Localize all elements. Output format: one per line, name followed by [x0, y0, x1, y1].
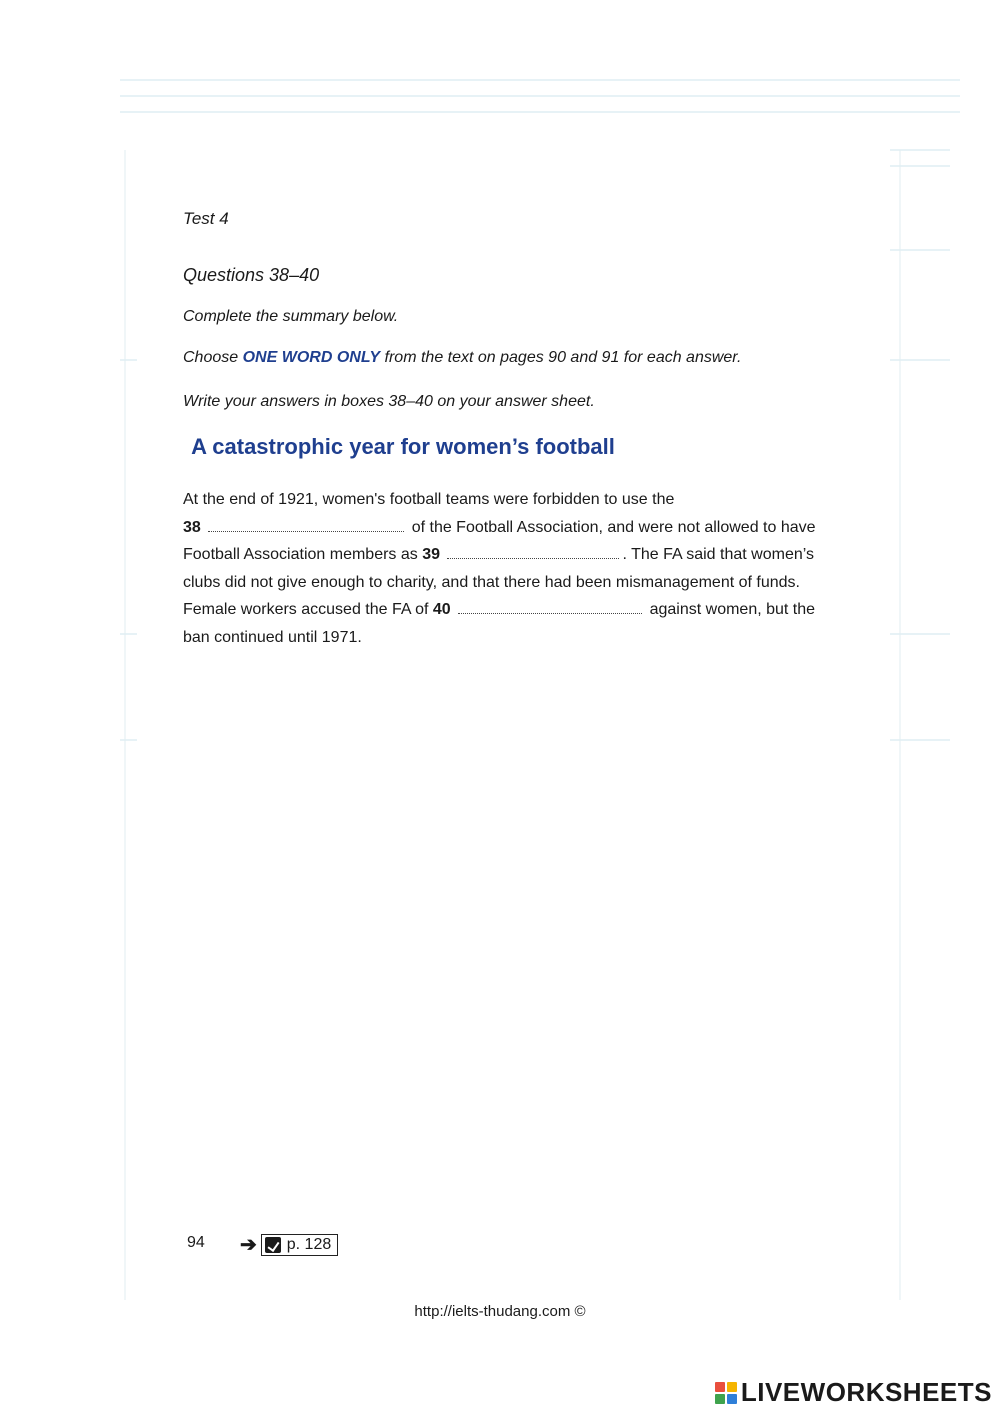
instruction-word-limit	[183, 349, 741, 367]
logo-grid-icon	[715, 1382, 737, 1404]
answer-blank-40[interactable]	[458, 603, 642, 614]
instruction-complete-summary: Complete the summary below.	[183, 308, 399, 325]
page-number: 94	[187, 1234, 205, 1251]
answer-key-icon	[265, 1237, 281, 1253]
instruction-answer-sheet: Write your answers in boxes 38–40 on your answer sheet.	[183, 393, 595, 410]
answer-blank-38[interactable]	[208, 521, 404, 532]
arrow-right-icon: ➔	[240, 1234, 257, 1256]
logo-text: LIVEWORKSHEETS	[740, 1377, 992, 1407]
reference-page: p. 128	[286, 1235, 332, 1253]
summary-line-2	[183, 514, 873, 542]
summary-line-3-text-after: . The FA said that women’s	[622, 546, 814, 563]
test-label: Test 4	[183, 209, 229, 228]
summary-line-1: At the end of 1921, women's football teams were forbidden to use the	[183, 491, 675, 508]
summary-line-3-text-before: Football Association members as	[183, 546, 418, 563]
logo-square-4	[727, 1394, 737, 1404]
summary-title: A catastrophic year for women’s football	[191, 434, 615, 459]
instruction-word-limit-emphasis: ONE WORD ONLY	[242, 349, 381, 366]
reference-box	[261, 1234, 338, 1256]
answer-key-reference	[240, 1232, 338, 1257]
summary-line-3	[183, 541, 873, 569]
summary-line-4: clubs did not give enough to charity, and that there had been mismanagement of funds.	[183, 573, 800, 591]
question-40-number: 40	[432, 601, 451, 618]
answer-blank-39[interactable]	[447, 548, 619, 559]
questions-range: Questions 38–40	[183, 265, 320, 285]
logo-square-2	[727, 1382, 737, 1392]
instruction-word-limit-suffix: from the text on pages 90 and 91 for each answer.	[380, 349, 742, 366]
summary-line-5-text-before: Female workers accused the FA of	[183, 601, 429, 618]
summary-line-5-text-after: against women, but the	[649, 601, 816, 618]
summary-line-2-text: of the Football Association, and were not allowed to have	[411, 518, 816, 536]
question-39-number: 39	[422, 546, 441, 563]
question-38-number: 38	[183, 518, 201, 536]
logo-square-1	[715, 1382, 725, 1392]
summary-text	[183, 486, 873, 651]
source-url: http://ielts-thudang.com ©	[414, 1303, 586, 1320]
summary-line-5	[183, 596, 873, 624]
liveworksheets-logo[interactable]	[715, 1377, 992, 1408]
instruction-word-limit-prefix: Choose	[183, 349, 243, 366]
summary-line-6: ban continued until 1971.	[183, 628, 362, 646]
logo-square-3	[715, 1394, 725, 1404]
